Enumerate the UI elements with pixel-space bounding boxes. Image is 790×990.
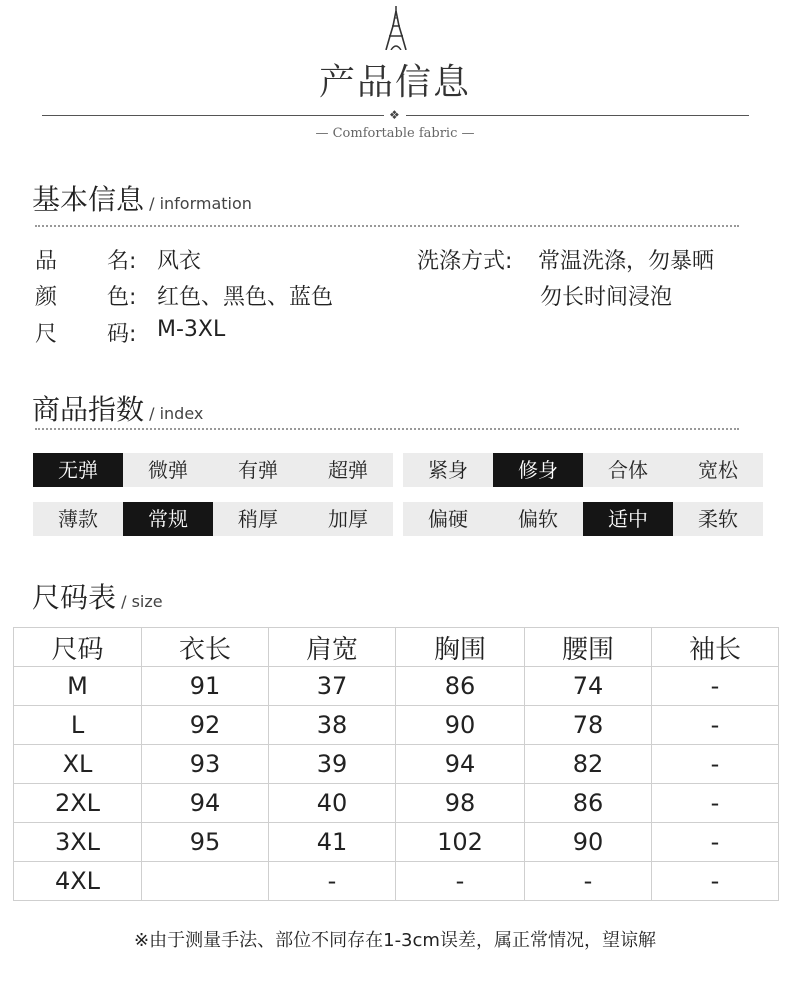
table-row: [14, 745, 779, 784]
table-cell: M: [14, 667, 142, 706]
section-title: 尺码表: [32, 581, 117, 614]
section-subtitle: / index: [149, 404, 204, 423]
label-size-char1: 尺: [35, 322, 58, 347]
divider-line: [406, 115, 749, 116]
table-cell: 40: [269, 784, 396, 823]
table-cell: -: [525, 862, 652, 901]
table-cell: 98: [396, 784, 525, 823]
table-cell: 90: [525, 823, 652, 862]
divider-line: [42, 115, 384, 116]
table-cell: [142, 862, 269, 901]
table-row: [14, 823, 779, 862]
section-subtitle: / information: [149, 194, 252, 213]
value-wash-line1: 常温洗涤，勿暴晒: [538, 249, 715, 274]
table-cell: 102: [396, 823, 525, 862]
value-name: 风衣: [157, 249, 202, 274]
table-cell: 92: [142, 706, 269, 745]
index-option: 薄款: [58, 507, 98, 531]
column-header: 尺码: [14, 628, 142, 667]
index-group-fit: [403, 453, 763, 487]
table-cell: 90: [396, 706, 525, 745]
label-color-char2: 色:: [107, 285, 137, 310]
table-cell: 94: [396, 745, 525, 784]
table-cell: -: [652, 862, 779, 901]
table-cell: 3XL: [14, 823, 142, 862]
index-group-thickness: [33, 502, 393, 536]
table-row: [14, 784, 779, 823]
table-cell: 91: [142, 667, 269, 706]
value-size-range: M-3XL: [157, 317, 226, 342]
section-heading-size: [32, 576, 163, 616]
index-option: 宽松: [698, 458, 738, 482]
value-wash-line2: 勿长时间浸泡: [540, 285, 673, 310]
table-row: [14, 706, 779, 745]
index-option: 柔软: [698, 507, 738, 531]
index-option: 加厚: [328, 507, 368, 531]
index-option-selected: 修身: [493, 453, 583, 487]
table-cell: 4XL: [14, 862, 142, 901]
index-group-elasticity: [33, 453, 393, 487]
index-option: 紧身: [428, 458, 468, 482]
table-cell: -: [269, 862, 396, 901]
table-cell: 37: [269, 667, 396, 706]
index-option: 偏软: [518, 507, 558, 531]
index-option-selected: 适中: [583, 502, 673, 536]
table-cell: -: [652, 745, 779, 784]
table-cell: 2XL: [14, 784, 142, 823]
label-color-char1: 颜: [35, 285, 58, 310]
page-subtitle: — Comfortable fabric —: [315, 126, 475, 141]
dotted-divider: [35, 225, 739, 227]
table-cell: -: [652, 784, 779, 823]
index-option-selected: 常规: [123, 502, 213, 536]
table-cell: 95: [142, 823, 269, 862]
index-option: 超弹: [328, 458, 368, 482]
table-cell: XL: [14, 745, 142, 784]
index-option: 稍厚: [238, 507, 278, 531]
table-cell: 74: [525, 667, 652, 706]
section-heading-index: [32, 388, 203, 428]
table-row: [14, 667, 779, 706]
index-option: 偏硬: [428, 507, 468, 531]
index-group-softness: [403, 502, 763, 536]
label-name-char1: 品: [35, 249, 58, 274]
table-cell: 78: [525, 706, 652, 745]
label-size-char2: 码:: [107, 322, 137, 347]
page-title: 产品信息: [318, 62, 471, 103]
column-header: 腰围: [525, 628, 652, 667]
table-row: [14, 862, 779, 901]
column-header: 胸围: [396, 628, 525, 667]
value-colors: 红色、黑色、蓝色: [157, 285, 334, 310]
section-title: 商品指数: [32, 393, 145, 426]
table-cell: -: [396, 862, 525, 901]
eiffel-tower-icon: [383, 6, 409, 50]
label-wash: 洗涤方式:: [417, 249, 513, 274]
table-header-row: [14, 628, 779, 667]
column-header: 肩宽: [269, 628, 396, 667]
index-option: 有弹: [238, 458, 278, 482]
table-cell: -: [652, 667, 779, 706]
diamond-ornament-icon: ❖: [389, 108, 400, 122]
table-cell: 82: [525, 745, 652, 784]
table-cell: -: [652, 823, 779, 862]
table-cell: 94: [142, 784, 269, 823]
table-cell: 86: [396, 667, 525, 706]
label-name-char2: 名:: [107, 249, 137, 274]
section-heading-info: [32, 178, 252, 218]
column-header: 袖长: [652, 628, 779, 667]
table-cell: 93: [142, 745, 269, 784]
table-cell: 39: [269, 745, 396, 784]
dotted-divider: [35, 428, 739, 430]
section-subtitle: / size: [121, 592, 163, 611]
table-cell: -: [652, 706, 779, 745]
index-option: 合体: [608, 458, 648, 482]
column-header: 衣长: [142, 628, 269, 667]
table-cell: 86: [525, 784, 652, 823]
table-cell: 41: [269, 823, 396, 862]
table-cell: L: [14, 706, 142, 745]
section-title: 基本信息: [32, 183, 145, 216]
size-table: [13, 627, 779, 901]
table-cell: 38: [269, 706, 396, 745]
index-option: 微弹: [148, 458, 188, 482]
index-option-selected: 无弹: [33, 453, 123, 487]
measurement-footnote: ※由于测量手法、部位不同存在1-3cm误差，属正常情况，望谅解: [134, 930, 656, 951]
